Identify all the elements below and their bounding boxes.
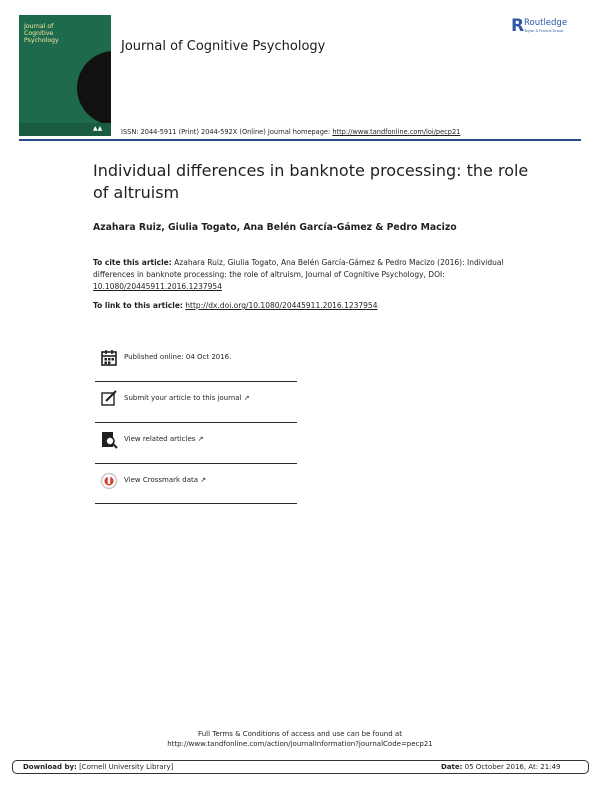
crossmark-icon	[100, 472, 118, 490]
document-search-icon	[100, 431, 118, 449]
downloaded-label: Download by:	[23, 763, 77, 771]
terms-url[interactable]: http://www.tandfonline.com/action/journalInformation?journalCode=pecp21	[167, 740, 433, 748]
external-link-icon: ↗	[243, 394, 250, 402]
related-articles-label: View related articles	[124, 435, 196, 443]
published-date: Published online: 04 Oct 2016.	[124, 353, 232, 361]
journal-cover-image	[19, 15, 111, 136]
cover-publisher-icon: ▲▲	[93, 125, 103, 132]
related-articles-link[interactable]	[124, 435, 204, 443]
submit-article-link[interactable]	[124, 394, 250, 402]
external-link-icon: ↗	[200, 476, 207, 484]
journal-homepage-link[interactable]: http://www.tandfonline.com/loi/pecp21	[332, 128, 461, 136]
issn-text: ISSN: 2044-5911 (Print) 2044-592X (Online)	[121, 128, 266, 136]
article-title: Individual differences in banknote processing: the role of altruism	[93, 161, 529, 202]
date-value: 05 October 2016, At: 21:49	[464, 763, 561, 771]
crossmark-label: View Crossmark data	[124, 476, 199, 484]
cover-title: Journal of Cognitive Psychology	[24, 23, 59, 45]
publisher-name: Routledge	[524, 18, 568, 28]
crossmark-link[interactable]	[124, 476, 206, 484]
submit-article-label: Submit your article to this journal	[124, 394, 242, 402]
homepage-label: Journal homepage:	[267, 128, 331, 136]
article-link-line	[93, 301, 377, 310]
header-divider	[19, 139, 581, 141]
issn-line	[121, 128, 460, 136]
downloaded-by	[23, 763, 173, 771]
link-label: To link to this article:	[93, 301, 183, 310]
date-label: Date:	[441, 763, 463, 771]
pencil-edit-icon	[100, 390, 118, 408]
calendar-icon	[100, 349, 118, 367]
crossmark-row[interactable]	[95, 464, 297, 504]
publisher-logo	[511, 17, 591, 39]
download-date	[441, 763, 560, 771]
citation-text: Azahara Ruiz, Giulia Togato, Ana Belén García-Gámez & Pedro Macizo (2016): Individual differences in banknote processing: the role of altruism, Journal of Cognitive Psychology, DOI:	[93, 258, 504, 279]
cover-graphic	[77, 51, 111, 125]
terms-line: Full Terms & Conditions of access and use can be found at	[198, 730, 402, 738]
terms-note	[100, 729, 500, 749]
doi-link[interactable]: 10.1080/20445911.2016.1237954	[93, 282, 222, 291]
article-doi-url[interactable]: http://dx.doi.org/10.1080/20445911.2016.1237954	[185, 301, 378, 310]
downloaded-value: [Cornell University Library]	[79, 763, 174, 771]
citation-label: To cite this article:	[93, 258, 172, 267]
article-authors: Azahara Ruiz, Giulia Togato, Ana Belén García-Gámez & Pedro Macizo	[93, 222, 457, 233]
external-link-icon: ↗	[197, 435, 204, 443]
divider	[95, 503, 297, 504]
published-online-row	[95, 341, 297, 381]
related-articles-row[interactable]	[95, 423, 297, 463]
journal-title: Journal of Cognitive Psychology	[121, 39, 326, 54]
publisher-tagline: Taylor & Francis Group	[524, 29, 564, 33]
routledge-icon: R	[511, 16, 525, 36]
download-info-bar	[12, 760, 589, 774]
citation-block	[93, 257, 523, 293]
submit-article-row[interactable]	[95, 382, 297, 422]
